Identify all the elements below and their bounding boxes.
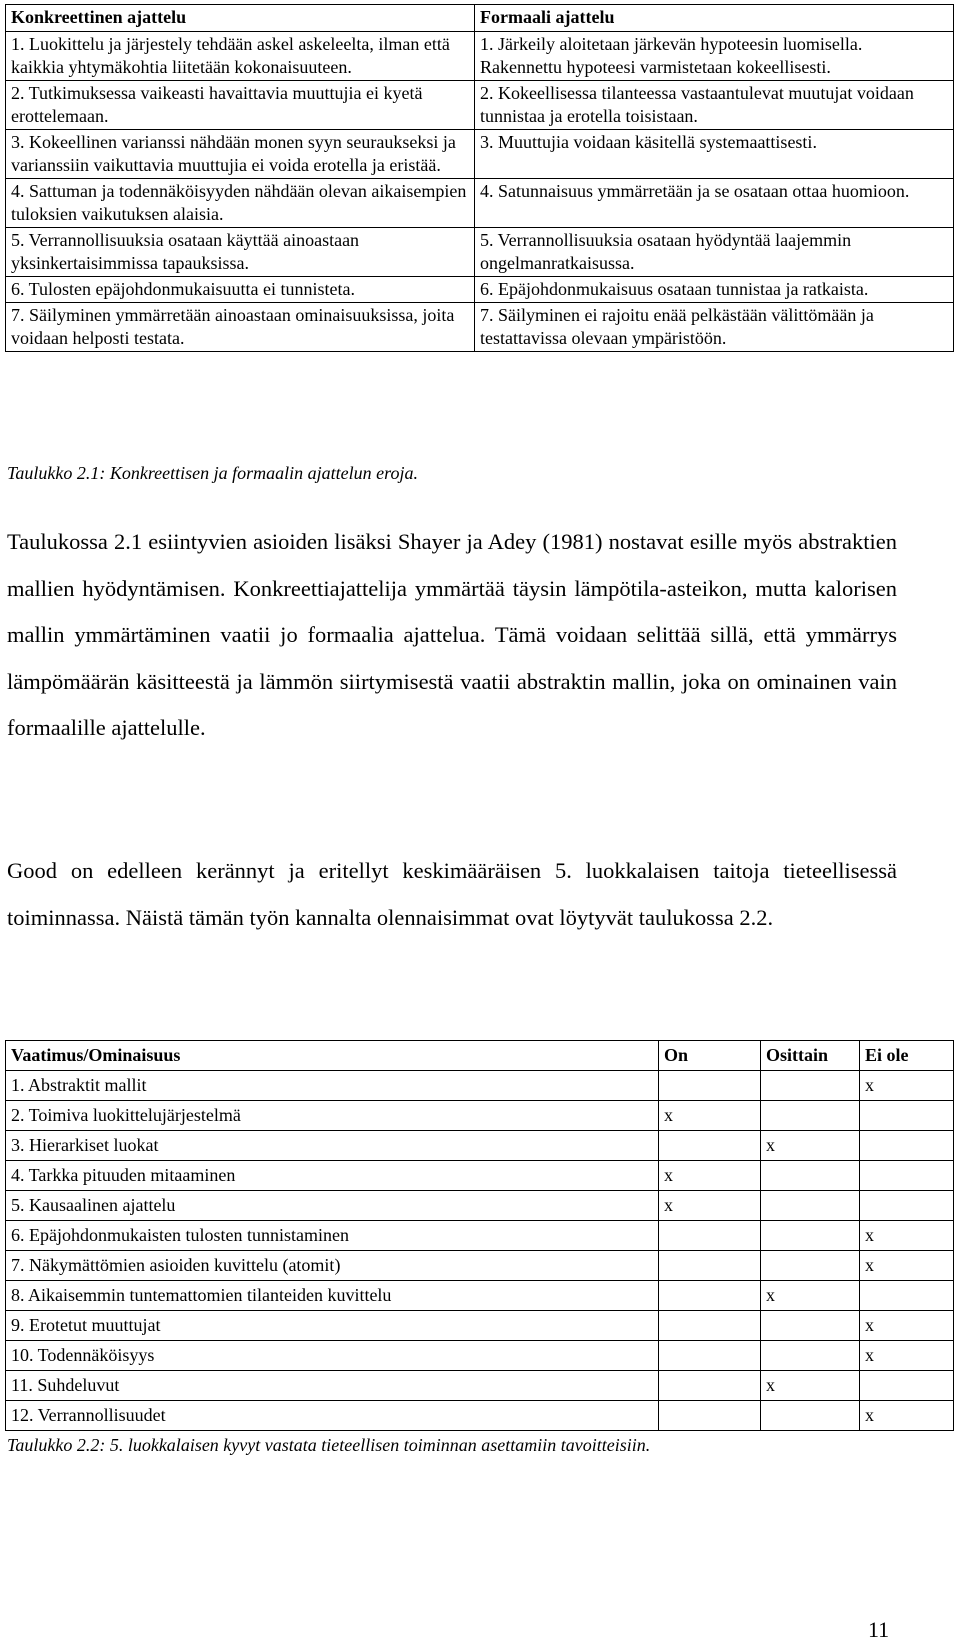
table-cell: x	[761, 1281, 860, 1311]
table-cell: 1. Abstraktit mallit	[6, 1071, 659, 1101]
table-header-row	[6, 5, 954, 32]
table-cell	[659, 1281, 761, 1311]
header-concrete: Konkreettinen ajattelu	[6, 5, 475, 32]
table-cell: x	[761, 1371, 860, 1401]
table-cell: 12. Verrannollisuudet	[6, 1401, 659, 1431]
table-cell: 6. Epäjohdonmukaisten tulosten tunnistaminen	[6, 1221, 659, 1251]
table-cell	[860, 1191, 954, 1221]
table-row	[6, 228, 954, 277]
table-cell: 4. Satunnaisuus ymmärretään ja se osataan ottaa huomioon.	[475, 179, 954, 228]
table-cell: 5. Kausaalinen ajattelu	[6, 1191, 659, 1221]
table-caption: Taulukko 2.2: 5. luokkalaisen kyvyt vastata tieteellisen toiminnan asettamiin tavoitteisiin.	[7, 1435, 651, 1455]
table-row	[6, 303, 954, 352]
table-cell	[860, 1371, 954, 1401]
table-cell	[860, 1131, 954, 1161]
table-row	[6, 1371, 954, 1401]
table-cell: 3. Hierarkiset luokat	[6, 1131, 659, 1161]
table-cell: 2. Kokeellisessa tilanteessa vastaantulevat muutujat voidaan tunnistaa ja erotella toisistaan.	[475, 81, 954, 130]
table-cell	[761, 1101, 860, 1131]
table-cell	[860, 1161, 954, 1191]
comparison-table	[5, 4, 954, 352]
table-cell: 8. Aikaisemmin tuntemattomien tilanteiden kuvittelu	[6, 1281, 659, 1311]
table-cell	[659, 1071, 761, 1101]
header-yes: On	[659, 1041, 761, 1071]
table-cell: 1. Luokittelu ja järjestely tehdään askel askeleelta, ilman että kaikkia yhtymäkohtia liitetään kokonaisuuteen.	[6, 32, 475, 81]
table-row	[6, 179, 954, 228]
table-row	[6, 130, 954, 179]
table-cell	[761, 1191, 860, 1221]
table-cell: x	[860, 1071, 954, 1101]
body-paragraph: Good on edelleen kerännyt ja eritellyt keskimääräisen 5. luokkalaisen taitoja tieteellisessä toiminnassa. Näistä tämän työn kannalta olennaisimmat ovat löytyvät taulukossa 2.2.	[7, 858, 897, 930]
table-cell: 4. Tarkka pituuden mitaaminen	[6, 1161, 659, 1191]
table-cell: 6. Tulosten epäjohdonmukaisuutta ei tunnisteta.	[6, 277, 475, 303]
table-cell	[659, 1311, 761, 1341]
header-no: Ei ole	[860, 1041, 954, 1071]
table-cell: x	[761, 1131, 860, 1161]
table-row	[6, 1281, 954, 1311]
table-cell: x	[860, 1341, 954, 1371]
header-partially: Osittain	[761, 1041, 860, 1071]
table-cell	[761, 1311, 860, 1341]
table-cell: 2. Tutkimuksessa vaikeasti havaittavia muuttujia ei kyetä erottelemaan.	[6, 81, 475, 130]
table-cell	[761, 1071, 860, 1101]
table-cell	[659, 1341, 761, 1371]
table-cell	[659, 1251, 761, 1281]
table-cell	[659, 1131, 761, 1161]
table-row	[6, 1401, 954, 1431]
table-cell: 7. Säilyminen ei rajoitu enää pelkästään välittömään ja testattavissa olevaan ympäristöön.	[475, 303, 954, 352]
table-cell: 5. Verrannollisuuksia osataan käyttää ainoastaan yksinkertaisimmissa tapauksissa.	[6, 228, 475, 277]
table-row	[6, 1221, 954, 1251]
table-header-row	[6, 1041, 954, 1071]
table-row	[6, 1341, 954, 1371]
table-cell: 10. Todennäköisyys	[6, 1341, 659, 1371]
table-row	[6, 1131, 954, 1161]
table-cell: 1. Järkeily aloitetaan järkevän hypoteesin luomisella. Rakennettu hypoteesi varmistetaan kokeellisesti.	[475, 32, 954, 81]
table-row	[6, 1191, 954, 1221]
table-cell	[659, 1401, 761, 1431]
table-cell: 4. Sattuman ja todennäköisyyden nähdään olevan aikaisempien tuloksien vaikutuksen alaisia.	[6, 179, 475, 228]
body-paragraph: Taulukossa 2.1 esiintyvien asioiden lisäksi Shayer ja Adey (1981) nostavat esille myös abstraktien mallien hyödyntämisen. Konkreettiajattelija ymmärtää täysin lämpötila-asteikon, mutta kalorisen mallin ymmärtäminen vaatii jo formaalia ajattelua. Tämä voidaan selittää sillä, että ymmärrys lämpömäärän käsitteestä ja lämmön siirtymisestä vaatii abstraktin mallin, joka on ominainen vain formaalille ajattelulle.	[7, 529, 897, 740]
table-cell: x	[860, 1401, 954, 1431]
table-cell	[761, 1401, 860, 1431]
table-cell	[659, 1371, 761, 1401]
table-row	[6, 277, 954, 303]
table-row	[6, 1101, 954, 1131]
header-requirement: Vaatimus/Ominaisuus	[6, 1041, 659, 1071]
table-cell: 7. Näkymättömien asioiden kuvittelu (atomit)	[6, 1251, 659, 1281]
table-row	[6, 1251, 954, 1281]
table-cell: 5. Verrannollisuuksia osataan hyödyntää laajemmin ongelmanratkaisussa.	[475, 228, 954, 277]
page-number: 11	[868, 1617, 890, 1642]
table-cell	[761, 1221, 860, 1251]
table-cell: 9. Erotetut muuttujat	[6, 1311, 659, 1341]
table-cell: 3. Kokeellinen varianssi nähdään monen syyn seuraukseksi ja varianssiin vaikuttavia muuttujia ei voida erotella ja eristää.	[6, 130, 475, 179]
table-cell	[860, 1281, 954, 1311]
table-cell	[761, 1341, 860, 1371]
table-caption: Taulukko 2.1: Konkreettisen ja formaalin ajattelun eroja.	[7, 463, 418, 483]
table-cell	[761, 1251, 860, 1281]
table-cell: x	[659, 1101, 761, 1131]
table-row	[6, 1311, 954, 1341]
table-cell	[761, 1161, 860, 1191]
table-cell: 7. Säilyminen ymmärretään ainoastaan ominaisuuksissa, joita voidaan helposti testata.	[6, 303, 475, 352]
table-cell: x	[860, 1311, 954, 1341]
table-cell	[860, 1101, 954, 1131]
table-row	[6, 1161, 954, 1191]
table-cell: 2. Toimiva luokittelujärjestelmä	[6, 1101, 659, 1131]
table-cell: x	[860, 1221, 954, 1251]
table-cell: 3. Muuttujia voidaan käsitellä systemaattisesti.	[475, 130, 954, 179]
table-cell: 6. Epäjohdonmukaisuus osataan tunnistaa ja ratkaista.	[475, 277, 954, 303]
skills-table	[5, 1040, 954, 1431]
table-row	[6, 81, 954, 130]
header-formal: Formaali ajattelu	[475, 5, 954, 32]
table-cell: x	[659, 1191, 761, 1221]
table-cell: 11. Suhdeluvut	[6, 1371, 659, 1401]
table-row	[6, 1071, 954, 1101]
table-row	[6, 32, 954, 81]
table-cell: x	[860, 1251, 954, 1281]
table-cell	[659, 1221, 761, 1251]
table-cell: x	[659, 1161, 761, 1191]
